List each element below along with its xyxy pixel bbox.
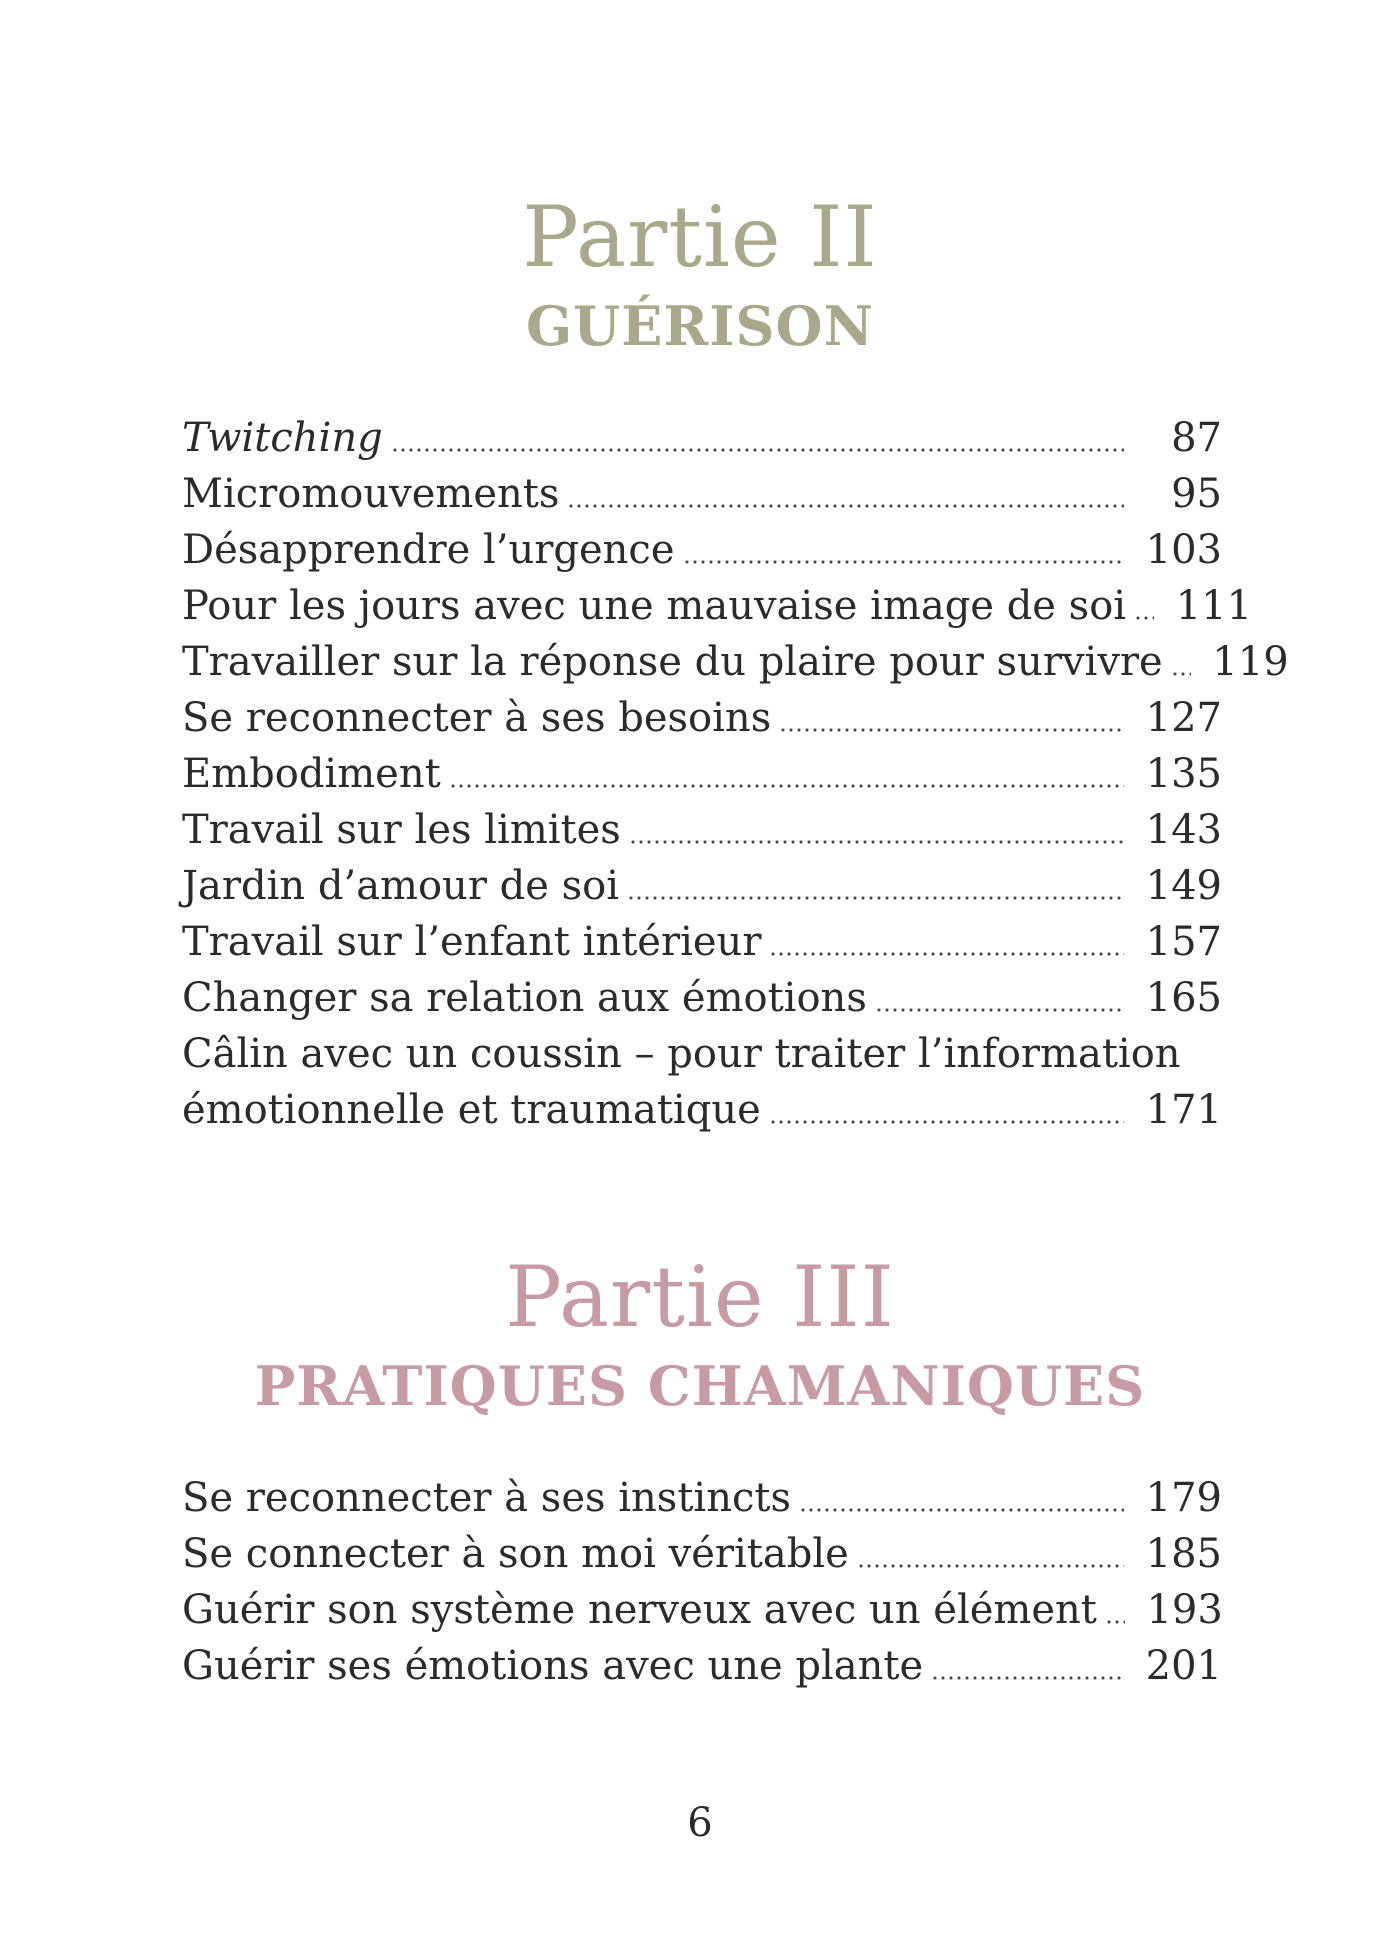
dot-leader xyxy=(391,442,1124,454)
dot-leader xyxy=(1105,1614,1125,1626)
dot-leader xyxy=(567,498,1124,510)
dot-leader xyxy=(449,778,1124,790)
toc-entry[interactable] xyxy=(182,466,1222,522)
dot-leader xyxy=(629,834,1124,846)
part-2-heading xyxy=(0,188,1400,358)
toc-entry-title: Se reconnecter à ses besoins xyxy=(182,695,772,741)
dot-leader xyxy=(1171,666,1191,678)
toc-entry[interactable] xyxy=(182,746,1222,802)
dot-leader xyxy=(799,1502,1124,1514)
toc-entry-page: 193 xyxy=(1146,1587,1223,1633)
toc-entry[interactable] xyxy=(182,970,1222,1026)
toc-entry-title: Changer sa relation aux émotions xyxy=(182,975,867,1021)
toc-entry[interactable] xyxy=(182,522,1222,578)
toc-entry-title: Désapprendre l’urgence xyxy=(182,527,675,573)
toc-entry-page: 149 xyxy=(1145,863,1222,909)
toc-entry-page: 157 xyxy=(1145,919,1222,965)
dot-leader xyxy=(857,1558,1124,1570)
toc-entry-title: Travail sur l’enfant intérieur xyxy=(182,919,762,965)
dot-leader xyxy=(627,890,1124,902)
toc-entry[interactable] xyxy=(182,1526,1222,1582)
toc-entry-page: 185 xyxy=(1145,1531,1222,1577)
toc-entry[interactable] xyxy=(182,914,1222,970)
toc-entry-title-line1: Câlin avec un coussin – pour traiter l’information xyxy=(182,1031,1181,1077)
toc-entry-title-line2: émotionnelle et traumatique xyxy=(182,1087,761,1133)
toc-entry[interactable] xyxy=(182,858,1222,914)
toc-entry[interactable] xyxy=(182,634,1289,690)
dot-leader xyxy=(931,1670,1124,1682)
toc-entry-title: Travail sur les limites xyxy=(182,807,621,853)
toc-entry-title: Travailler sur la réponse du plaire pour survivre xyxy=(182,639,1163,685)
toc-entry-page: 201 xyxy=(1145,1643,1222,1689)
toc-entry[interactable] xyxy=(182,1026,1222,1138)
toc-entry-title: Embodiment xyxy=(182,751,441,797)
page-number: 6 xyxy=(687,1800,713,1846)
toc-entry-title: Twitching xyxy=(182,415,383,461)
toc-entry-page: 127 xyxy=(1145,695,1222,741)
toc-entry[interactable] xyxy=(182,690,1222,746)
part-3-heading xyxy=(0,1248,1400,1418)
toc-entry-page: 119 xyxy=(1212,639,1289,685)
toc-entry-title: Se connecter à son moi véritable xyxy=(182,1531,849,1577)
toc-entry-title: Micromouvements xyxy=(182,471,560,517)
part-2-toc xyxy=(182,410,1289,1138)
toc-entry-title: Guérir son système nerveux avec un élément xyxy=(182,1587,1097,1633)
toc-entry-page: 171 xyxy=(1145,1087,1222,1133)
toc-entry[interactable] xyxy=(182,1638,1222,1694)
toc-entry-title: Pour les jours avec une mauvaise image de soi xyxy=(182,583,1127,629)
toc-entry-title: Se reconnecter à ses instincts xyxy=(182,1475,791,1521)
part-3-title: PRATIQUES CHAMANIQUES xyxy=(254,1354,1146,1418)
dot-leader xyxy=(769,946,1124,958)
toc-entry-page: 165 xyxy=(1145,975,1222,1021)
dot-leader xyxy=(1134,610,1154,622)
toc-entry[interactable] xyxy=(182,1582,1222,1638)
dot-leader xyxy=(769,1114,1124,1126)
toc-entry-page: 143 xyxy=(1145,807,1222,853)
toc-entry-page: 95 xyxy=(1171,471,1222,517)
toc-entry-page: 135 xyxy=(1145,751,1222,797)
dot-leader xyxy=(779,722,1124,734)
dot-leader xyxy=(875,1002,1124,1014)
toc-entry-page: 103 xyxy=(1145,527,1222,573)
part-3-number: Partie III xyxy=(505,1248,895,1346)
toc-entry[interactable] xyxy=(182,802,1222,858)
part-2-number: Partie II xyxy=(522,188,878,286)
toc-entry-title: Guérir ses émotions avec une plante xyxy=(182,1643,924,1689)
toc-entry-page: 179 xyxy=(1145,1475,1222,1521)
toc-entry[interactable] xyxy=(182,410,1222,466)
toc-entry[interactable] xyxy=(182,1470,1222,1526)
toc-entry-page: 111 xyxy=(1175,583,1253,629)
dot-leader xyxy=(683,554,1125,566)
toc-entry-page: 87 xyxy=(1171,415,1222,461)
part-3-toc xyxy=(182,1470,1222,1694)
toc-entry[interactable] xyxy=(182,578,1253,634)
toc-entry-title: Jardin d’amour de soi xyxy=(182,863,620,909)
part-2-title: GUÉRISON xyxy=(526,294,874,358)
